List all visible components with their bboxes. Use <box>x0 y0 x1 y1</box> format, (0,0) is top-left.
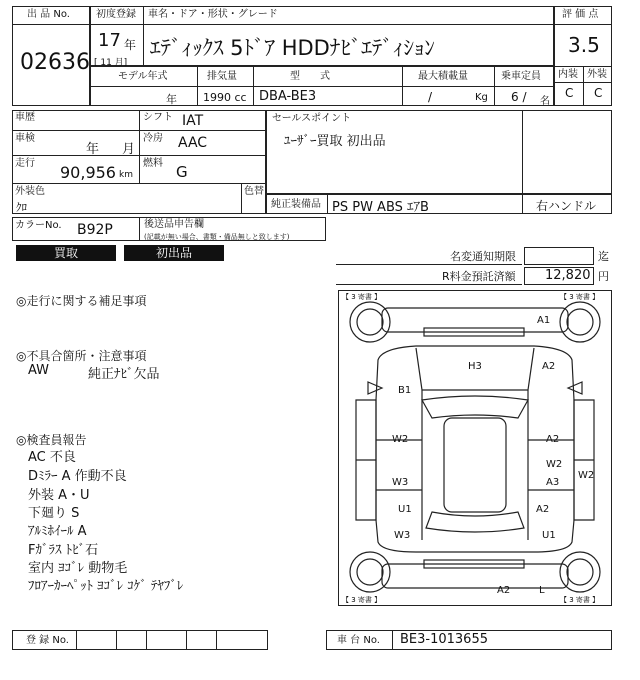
sales-point-value: ﾕｰｻﾞｰ買取 初出品 <box>284 134 386 149</box>
capacity: 6 / <box>511 90 527 104</box>
damage-mark: U1 <box>398 504 412 515</box>
max-load: / <box>428 90 433 104</box>
driving-title: ◎走行に関する補足事項 <box>16 294 147 308</box>
inspection-year: 年 <box>86 142 100 157</box>
corner-tag-tl: 【 3 寄書 】 <box>342 293 382 301</box>
report-note: (記載が無い場合、書類・備品無しと致します) <box>144 233 290 241</box>
model-year-label: モデル年式 <box>118 71 168 82</box>
type-label: 型 式 <box>290 71 330 82</box>
shift-label: シフト <box>143 112 173 123</box>
inspector-item: Dﾐﾗｰ A 作動不良 <box>28 469 127 484</box>
score-value: 3.5 <box>568 33 600 57</box>
color-change-label: 色替 <box>244 186 264 197</box>
inspector-item: ﾌﾛｱｰｶｰﾍﾟｯﾄ ﾖｺﾞﾚ ｺｹﾞ ﾃﾔﾌﾞﾚ <box>28 579 184 594</box>
transfer-label: 名変通知期限 <box>450 250 516 263</box>
inspection-label: 車検 <box>15 133 35 144</box>
name-label: 車名・ドア・形状・グレード <box>148 9 278 20</box>
exterior-label: 外装 <box>587 69 607 80</box>
buyback-badge: 買取 <box>16 245 116 261</box>
defect-code: AW <box>28 363 50 378</box>
defect-title: ◎不具合箇所・注意事項 <box>16 349 147 363</box>
reg-label: 初度登録 <box>96 9 136 20</box>
corner-tag-bl: 【 3 寄書 】 <box>342 596 382 604</box>
corner-tag-tr: 【 3 寄書 】 <box>560 293 600 301</box>
interior-label: 内装 <box>558 69 578 80</box>
damage-mark: A2 <box>546 434 560 445</box>
score-label: 評 価 点 <box>562 9 599 20</box>
displacement-label: 排気量 <box>207 71 237 82</box>
capacity-label: 乗車定員 <box>501 71 541 82</box>
capacity-unit: 名 <box>540 96 550 107</box>
corner-tag-br: 【 3 寄書 】 <box>560 596 600 604</box>
inspector-title: ◎検査員報告 <box>16 433 87 447</box>
exterior-grade: C <box>594 86 603 100</box>
damage-mark: A1 <box>537 315 551 326</box>
mileage-label: 走行 <box>15 158 35 169</box>
first-listing-badge: 初出品 <box>124 245 224 261</box>
sales-point-label: セールスポイント <box>272 113 352 124</box>
reg-no-label: 登 録 No. <box>26 635 69 646</box>
damage-mark: W3 <box>392 477 409 488</box>
damage-mark: W2 <box>546 459 563 470</box>
model-year-unit: 年 <box>166 93 177 106</box>
damage-mark: A2 <box>536 504 550 515</box>
ac-value: AAC <box>178 135 208 151</box>
inspection-month: 月 <box>122 142 136 157</box>
color-no-label: カラーNo. <box>15 220 62 231</box>
reg-year: 17 <box>98 30 121 51</box>
mileage-value: 90,956 <box>60 163 116 182</box>
damage-mark: W2 <box>578 470 595 481</box>
transfer-unit: 迄 <box>598 250 609 263</box>
handle-value: 右ハンドル <box>536 199 597 213</box>
damage-mark: L <box>539 585 545 596</box>
damage-mark: A2 <box>542 361 556 372</box>
report-label: 後送品申告欄 <box>144 219 204 230</box>
inspector-item: 下廻り S <box>28 506 80 521</box>
damage-mark: B1 <box>398 385 412 396</box>
max-load-label: 最大積載量 <box>418 71 468 82</box>
reg-year-unit: 年 <box>124 38 137 52</box>
chassis-number: BE3-1013655 <box>400 632 488 647</box>
inspector-item: Fｶﾞﾗｽ ﾄﾋﾞ石 <box>28 543 99 558</box>
interior-grade: C <box>565 86 574 100</box>
chassis-label: 車 台 No. <box>337 635 380 646</box>
max-load-unit: Kg <box>475 92 488 103</box>
car-diagram <box>338 290 612 606</box>
defect-text: 純正ﾅﾋﾞ欠品 <box>88 367 160 382</box>
recycle-unit: 円 <box>598 270 609 283</box>
fuel-label: 燃料 <box>143 158 163 169</box>
damage-mark: H3 <box>468 361 482 372</box>
model-type: DBA-BE3 <box>259 89 317 104</box>
displacement: 1990 cc <box>203 91 247 104</box>
ext-color-value: ｸﾛ <box>16 201 27 214</box>
options-value: PS PW ABS ｴｱB <box>332 200 429 215</box>
recycle-label: R料金預託済額 <box>442 270 516 283</box>
damage-mark: A2 <box>497 585 511 596</box>
lot-label: 出 品 No. <box>27 9 70 20</box>
history-label: 車歴 <box>15 112 35 123</box>
ac-label: 冷房 <box>143 133 163 144</box>
damage-mark: U1 <box>542 530 556 541</box>
reg-month: [ 11 月] <box>94 58 128 68</box>
ext-color-label: 外装色 <box>15 186 45 197</box>
inspector-item: AC 不良 <box>28 450 76 465</box>
transfer-box <box>524 247 594 265</box>
recycle-amount: 12,820 <box>545 268 591 283</box>
car-name: ｴﾃﾞｨｯｸｽ 5ﾄﾞｱ HDDﾅﾋﾞｴﾃﾞｨｼｮﾝ <box>150 36 435 60</box>
lot-number: 02636 <box>20 50 90 75</box>
fuel-value: G <box>176 163 188 181</box>
damage-mark: W2 <box>392 434 409 445</box>
damage-mark: W3 <box>394 530 411 541</box>
inspector-item: ｱﾙﾐﾎｲｰﾙ A <box>28 524 87 539</box>
color-no-value: B92P <box>77 222 113 238</box>
damage-mark: A3 <box>546 477 560 488</box>
inspector-item: 外装 A・U <box>28 488 90 503</box>
inspector-item: 室内 ﾖｺﾞﾚ 動物毛 <box>28 561 128 576</box>
mileage-unit: km <box>119 170 133 180</box>
options-label: 純正装備品 <box>271 199 321 210</box>
shift-value: IAT <box>182 113 204 129</box>
